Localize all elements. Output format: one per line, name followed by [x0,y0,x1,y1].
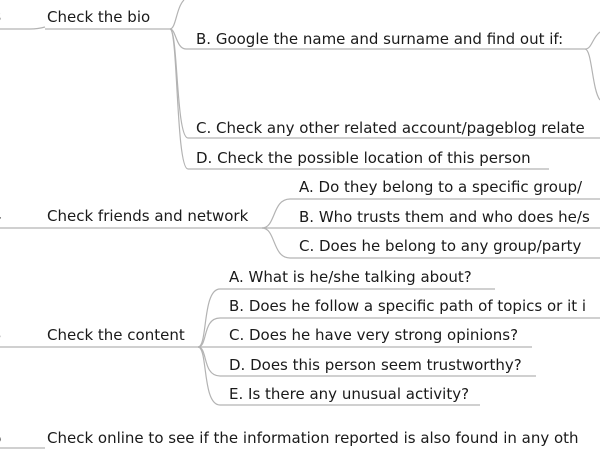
branch-prefix-5 [0,326,2,344]
branch-label-check-the-bio[interactable]: Check the bio [47,8,151,26]
node-group-party[interactable]: C. Does he belong to any group/party [299,237,582,255]
node-strong-opinions[interactable]: C. Does he have very strong opinions? [229,326,519,344]
edge-root-branch-3 [0,27,45,29]
branch-label-check-online[interactable]: Check online to see if the information reported is also found in any oth [47,429,579,447]
node-related-account[interactable]: C. Check any other related account/pageblog relate [196,119,585,137]
edge-b3-top [170,0,184,29]
branch-prefix-6 [0,429,2,447]
branch-label-check-friends[interactable]: Check friends and network [47,207,249,225]
edge-b3-c1-ext2 [585,49,600,100]
branch-label-check-content[interactable]: Check the content [47,326,185,344]
node-unusual-activity[interactable]: E. Is there any unusual activity? [229,385,470,403]
edge-b3-c1-ext [585,32,600,49]
branch-prefix-4 [0,207,2,225]
node-specific-group[interactable]: A. Do they belong to a specific group/ [299,178,583,196]
node-trustworthy[interactable]: D. Does this person seem trustworthy? [229,356,522,374]
branch-prefix-3 [0,8,2,26]
node-talking-about[interactable]: A. What is he/she talking about? [229,268,472,286]
edge-b3-c3 [170,29,549,169]
node-google-name[interactable]: B. Google the name and surname and find out if: [196,30,564,48]
node-specific-path[interactable]: B. Does he follow a specific path of topics or it i [229,297,587,315]
node-location[interactable]: D. Check the possible location of this person [196,149,531,167]
node-who-trusts[interactable]: B. Who trusts them and who does he/s [299,208,590,226]
